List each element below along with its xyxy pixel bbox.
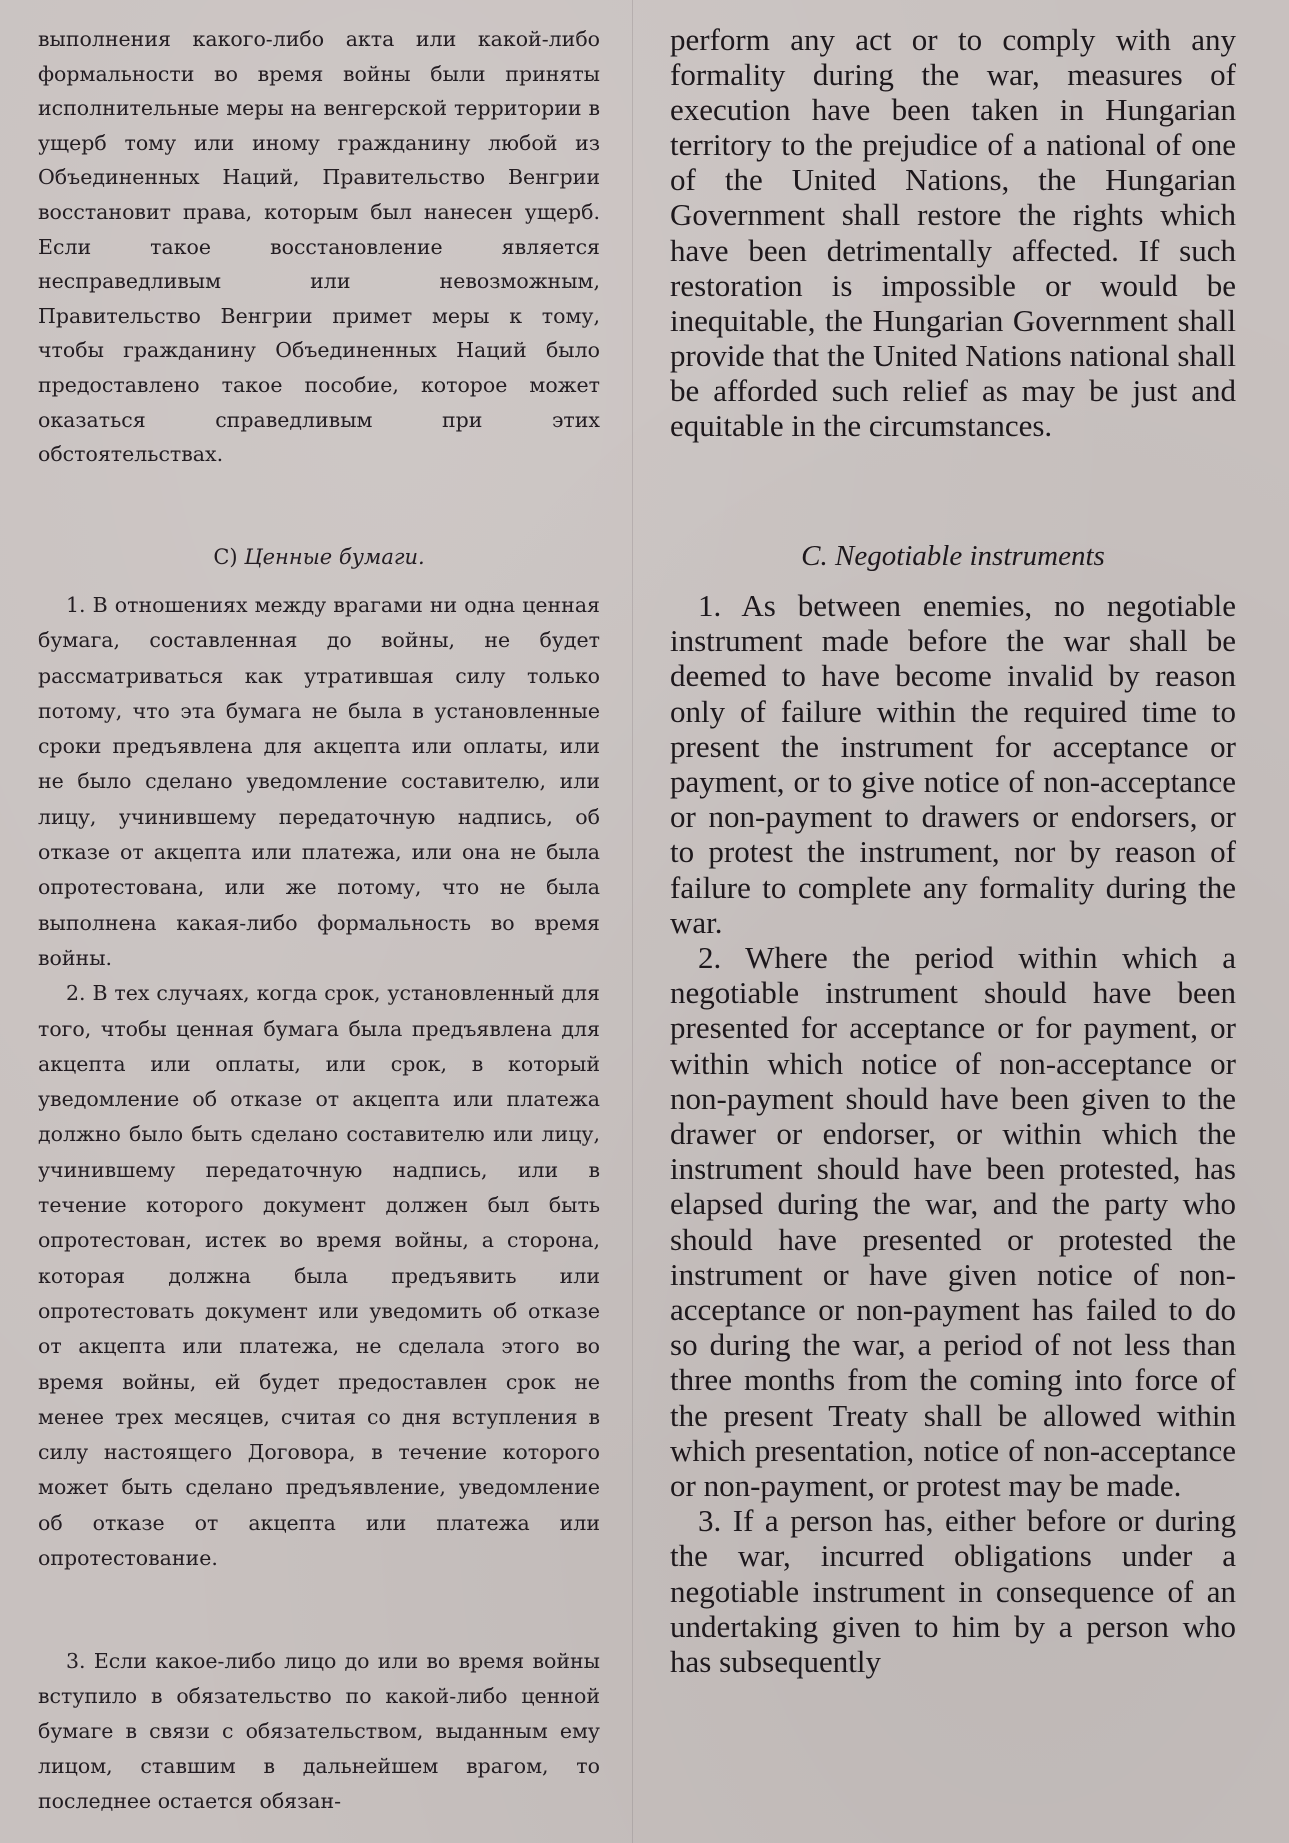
russian-paragraph-1: 1. В отношениях между врагами ни одна ценная бумага, составленная до войны, не будет рассматриваться как утратившая силу только потому, что эта бумага не была в установленные сроки предъявлена для акцепта или оплаты, или не было сделано уведомление составителю, или лицу, учинившему передаточную надпись, об отказе от акцепта или платежа, или она не была опротестована, или же потому, что не была выполнена какая-либо формальность во время войны. [38, 593, 600, 970]
english-column-top [670, 22, 1236, 443]
russian-paragraph-3: 3. Если какое-либо лицо до или во время войны вступило в обязательство по какой-либо ценной бумаге в связи с обязательством, выданным ему лицом, ставшим в дальнейшем врагом, то последнее остается обязан- [38, 1649, 600, 1813]
english-section-heading: C. Negotiable instruments [801, 540, 1105, 572]
russian-section-heading [38, 541, 600, 573]
english-paragraph-2: 2. Where the period within which a negotiable instrument should have been presented for acceptance or for payment, or within which notice of non-acceptance or non-payment should have been given to the drawer or endorser, or within which the instrument should have been protested, has elapsed during the war, and the party who should have presented or protested the instrument or have given notice of non-acceptance or non-payment has failed to do so during the war, a period of not less than three months from the coming into force of the present Treaty shall be allowed within which presentation, notice of non-acceptance or non-payment, or protest may be made. [670, 940, 1236, 1504]
russian-section-letter: C) [213, 545, 238, 569]
english-paragraph-1: 1. As between enemies, no negotiable instrument made before the war shall be deemed to have become invalid by reason only of failure within the required time to present the instrument for acceptance or payment, or to give notice of non-acceptance or non-payment to drawers or endorsers, or to protest the instrument, nor by reason of failure to complete any formality during the war. [670, 588, 1236, 940]
russian-intro-paragraph: выполнения какого-либо акта или какой-либо формальности во время войны были приняты исполнительные меры на венгерской территории в ущерб тому или иному гражданину любой из Объединенных Наций, Правительство Венгрии восстановит права, которым был нанесен ущерб. Если такое восстановление является несправедливым или невозможным, Правительство Венгрии примет меры к тому, чтобы гражданину Объединенных Наций было предоставлено такое пособие, которое может оказаться справедливым при этих обстоятельствах. [38, 27, 600, 467]
russian-column-body [38, 588, 600, 1576]
english-column-body [670, 588, 1236, 1679]
russian-paragraph-2: 2. В тех случаях, когда срок, установленный для того, чтобы ценная бумага была предъявлена для акцепта или оплаты, или срок, в который уведомление об отказе от акцепта или платежа должно было быть сделано составителю или лицу, учинившему передаточную надпись, или в течение которого документ должен был быть опротестован, истек во время войны, а сторона, которая должна была предъявить или опротестовать документ или уведомить об отказе от акцепта или платежа, не сделала этого во время войны, ей будет предоставлен срок не менее трех месяцев, считая со дня вступления в силу настоящего Договора, в течение которого может быть сделано предъявление, уведомление об отказе от акцепта или платежа или опротестование. [38, 981, 600, 1571]
column-divider [632, 0, 633, 1843]
english-paragraph-3: 3. If a person has, either before or during the war, incurred obligations under a negotiable instrument in consequence of an undertaking given to him by a person who has subsequently [670, 1503, 1236, 1680]
russian-column-top [38, 22, 600, 472]
english-intro-paragraph: perform any act or to comply with any formality during the war, measures of execution have been taken in Hungarian territory to the prejudice of a national of one of the United Nations, the Hungarian Government shall restore the rights which have been detrimentally affected. If such restoration is impossible or would be inequitable, the Hungarian Government shall provide that the United Nations national shall be afforded such relief as may be just and equitable in the circumstances. [670, 22, 1236, 444]
russian-column-bottom [38, 1644, 600, 1819]
russian-section-title: Ценные бумаги. [244, 545, 425, 569]
